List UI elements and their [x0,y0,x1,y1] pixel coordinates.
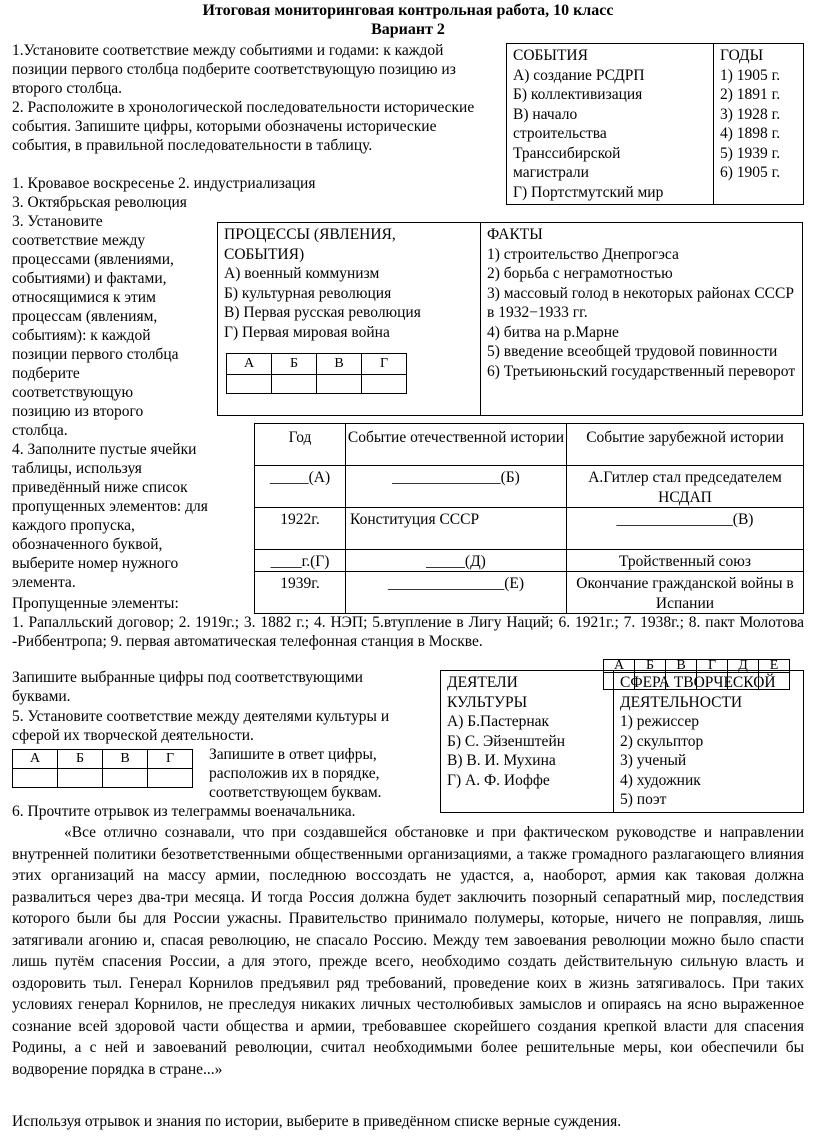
q5-figure: А) Б.Пастернак [447,713,550,730]
q5-answer-cell[interactable] [13,769,58,788]
q4-cell-e: _______________(Е) [346,572,567,614]
q4-line: приведённый ниже список [12,479,188,496]
q4-answer-letter: В [666,660,697,673]
q4-text [12,440,257,592]
q3-answer-cell[interactable] [317,374,362,393]
q3-line: событиями) и фактами, [12,270,167,287]
q1-year: 3) 1928 г. [720,105,781,123]
q5-sphere: 1) режиссер [620,713,699,730]
q3-table [217,222,803,416]
q3-line: подберите [12,365,80,382]
q4-cell-a: _____(А) [255,466,346,508]
q4-instruction: Запишите выбранные цифры под соответствующими буквами. [12,669,363,705]
q3-facts-cell [481,223,803,416]
q3-line: позицию из второго [12,403,144,420]
q3-line: событиям): к каждой [12,327,151,344]
q3-process: Г) Первая мировая война [224,323,390,341]
q1-event: А) создание РСДРП [513,66,645,84]
q1-years-header: ГОДЫ [720,47,764,64]
q3-fact: 6) Третьиюньский государственный переворот [487,362,796,380]
q3-line: столбца. [12,422,68,439]
q2-items-line2: 3. Октябрьская революция [12,194,187,211]
q3-facts-header: ФАКТЫ [487,226,543,243]
q4-cell: Конституция СССР [346,508,567,550]
q3-line: соответствие между [12,232,146,249]
q5-answer-grid [12,749,193,788]
q4-line: выберите номер нужного [12,555,179,572]
q3-answer-letter: Г [362,354,407,375]
q4-table [254,423,804,614]
q6-task: Используя отрывок и знания по истории, выберите в приведённом списке верные суждения. [12,1113,622,1130]
q1-years-cell [714,44,804,205]
q3-fact: 3) массовый голод в некоторых районах СССР в 1932−1933 гг. [487,284,794,321]
q4-line: каждого пропуска, [12,517,135,534]
q3-answer-cell[interactable] [272,374,317,393]
q4-answer-letter: Е [759,660,790,673]
q5-figure: В) В. И. Мухина [447,752,556,769]
variant-label: Вариант 2 [371,21,445,38]
q4-cell: Окончание гражданской войны в Испании [567,572,804,614]
q5-sphere: 3) ученый [620,752,687,769]
q3-fact: 5) введение всеобщей трудовой повинности [487,343,778,360]
q4-answer-letter: А [604,660,635,673]
q3-fact: 1) строительство Днепрогэса [487,245,679,263]
q5-answer-cell[interactable] [58,769,103,788]
q3-answer-cell[interactable] [362,374,407,393]
q1-year: 2) 1891 г. [720,86,781,103]
q5-sphere: 5) поэт [620,791,667,808]
q4-missing-list: 1. Рапалльский договор; 2. 1919г.; 3. 1882 г.; 4. НЭП; 5.втупление в Лигу Наций; 6. 1921г.; 7. 1938г.; 8. пакт Молотова -Риббентропа; 9. первая автоматическая телефонная станция в Москве. [12,614,804,650]
q3-answer-letter: А [227,354,272,375]
q4-cell-d: _____(Д) [346,550,567,572]
q5-answer-cell[interactable] [103,769,148,788]
q4-line: элемента. [12,574,76,591]
q3-line: 3. Установите [12,213,103,230]
q4-header-year: Год [255,424,346,466]
q4-header-foreign: Событие зарубежной истории [567,424,804,466]
q2-items-line1: 1. Кровавое воскресенье 2. индустриализация [12,175,316,192]
q3-answer-cell[interactable] [227,374,272,393]
q5-table [440,670,804,813]
q5-figures-header: ДЕЯТЕЛИ КУЛЬТУРЫ [447,674,528,711]
q5-text: 5. Установите соответствие между деятелями культуры и сферой их творческой деятельности. [12,708,390,744]
q5-figure: Б) С. Эйзенштейн [447,732,566,750]
q3-fact: 4) битва на р.Марне [487,323,619,341]
q4-answer-letter: Б [635,660,666,673]
q4-line: пропущенных элементов: для [12,498,208,515]
q3-line: позиции первого столбца [12,346,179,363]
q4-line: таблицы, используя [12,460,142,477]
q4-cell: 1939г. [255,572,346,614]
q3-processes-cell [218,223,481,416]
q3-answer-letter: Б [272,354,317,375]
q5-note: Запишите в ответ цифры, расположив их в порядке, соответствующем буквам. [209,746,382,801]
q5-answer-letter: В [103,750,148,769]
q1-event: В) начало строительства Транссибирской магистрали [513,105,621,181]
q3-fact: 2) борьба с неграмотностью [487,265,673,282]
q3-processes-header: ПРОЦЕССЫ (ЯВЛЕНИЯ, СОБЫТИЯ) [224,226,396,263]
q4-cell: А.Гитлер стал председателем НСДАП [567,466,804,508]
q4-answer-letter: Г [697,660,728,673]
q3-text [12,212,217,440]
q1-table [506,43,804,205]
page-title: Итоговая мониторинговая контрольная работа, 10 класс [202,2,614,19]
q3-answer-grid [226,353,407,394]
q4-header-domestic: Событие отечественной истории [346,424,567,466]
q4-answer-letter: Д [728,660,759,673]
q5-answer-letter: Б [58,750,103,769]
q4-cell: Тройственный союз [567,550,804,572]
q2-text: 2. Расположите в хронологической последовательности исторические события. Запишите цифры, которыми обозначены исторические события, в правильной последовательности в таблицу. [12,99,475,154]
q3-line: процессами (явлениями, [12,251,174,268]
q1-events-cell [507,44,714,205]
q3-line: относящимися к этим [12,289,156,306]
q4-cell-g: ____г.(Г) [255,550,346,572]
q4-line: 4. Заполните пустые ячейки [12,441,197,458]
q1-events-header: СОБЫТИЯ [513,47,588,64]
q1-year: 4) 1898 г. [720,125,781,142]
q4-cell-b: ______________(Б) [346,466,567,508]
q3-line: соответствующую [12,384,134,401]
q5-figure: Г) А. Ф. Иоффе [447,771,550,789]
q4-cell-v: _______________(В) [567,508,804,550]
q5-spheres-header: СФЕРА ТВОРЧЕСКОЙ ДЕЯТЕЛЬНОСТИ [620,674,776,711]
q6-quote: «Все отлично сознавали, что при создавшейся обстановке и при фактическом руководстве и направлении внутренней политики безответственными общественными организациями, а также громадного разлагающего влияния этих организаций на массу армии, последнюю воссоздать не удастся, а, наоборот, армия как таковая должна развалиться через два-три месяца. И тогда Россия должна будет заключить позорный сепаратный мир, последствия которого были бы для России ужасны. Правительство принимало полумеры, которые, ничего не поправляя, лишь затягивали агонию и, спасая революцию, не спасало Россию. Между тем завоевания революции можно было спасти лишь путём спасения России, а для этого, прежде всего, необходимо создать действительную сильную власть и оздоровить тыл. Генерал Корнилов предъявил ряд требований, проведение коих в жизнь затягивалось. При таких условиях генерал Корнилов, не преследуя никаких личных честолюбивых замыслов и опираясь на ясно выраженное сознание всей здоровой части общества и армии, требовавшее скорейшего создания крепкой власти для спасения Родины, а с ней и завоеваний революции, считал необходимыми более решительные меры, кои обеспечили бы водворение порядка в стране...» [12,824,804,1078]
q3-line: процессам (явлениям, [12,308,158,325]
q5-answer-cell[interactable] [148,769,193,788]
q6-intro: 6. Прочтите отрывок из телеграммы военачальника. [12,803,356,820]
q1-year: 5) 1939 г. [720,144,781,162]
q5-figures-cell [441,671,614,813]
q3-process: А) военный коммунизм [224,265,380,282]
q1-text: 1.Установите соответствие между событиями и годами: к каждой позиции первого столбца подберите соответствующую позицию из второго столбца. [12,42,456,97]
q3-process: Б) культурная революция [224,284,392,302]
q5-sphere: 2) скульптор [620,732,704,750]
q4-missing-title: Пропущенные элементы: [12,595,179,612]
q3-process: В) Первая русская революция [224,304,421,321]
q4-line: обозначенного буквой, [12,536,163,553]
q3-answer-letter: В [317,354,362,375]
q5-spheres-cell [614,671,804,813]
q1-event: Г) Портстмутский мир [513,183,664,201]
q1-year: 6) 1905 г. [720,164,781,181]
q5-sphere: 4) художник [620,771,701,789]
q4-cell: 1922г. [255,508,346,550]
q5-answer-letter: Г [148,750,193,769]
q1-year: 1) 1905 г. [720,66,781,84]
q5-answer-letter: А [13,750,58,769]
q1-event: Б) коллективизация [513,86,643,103]
